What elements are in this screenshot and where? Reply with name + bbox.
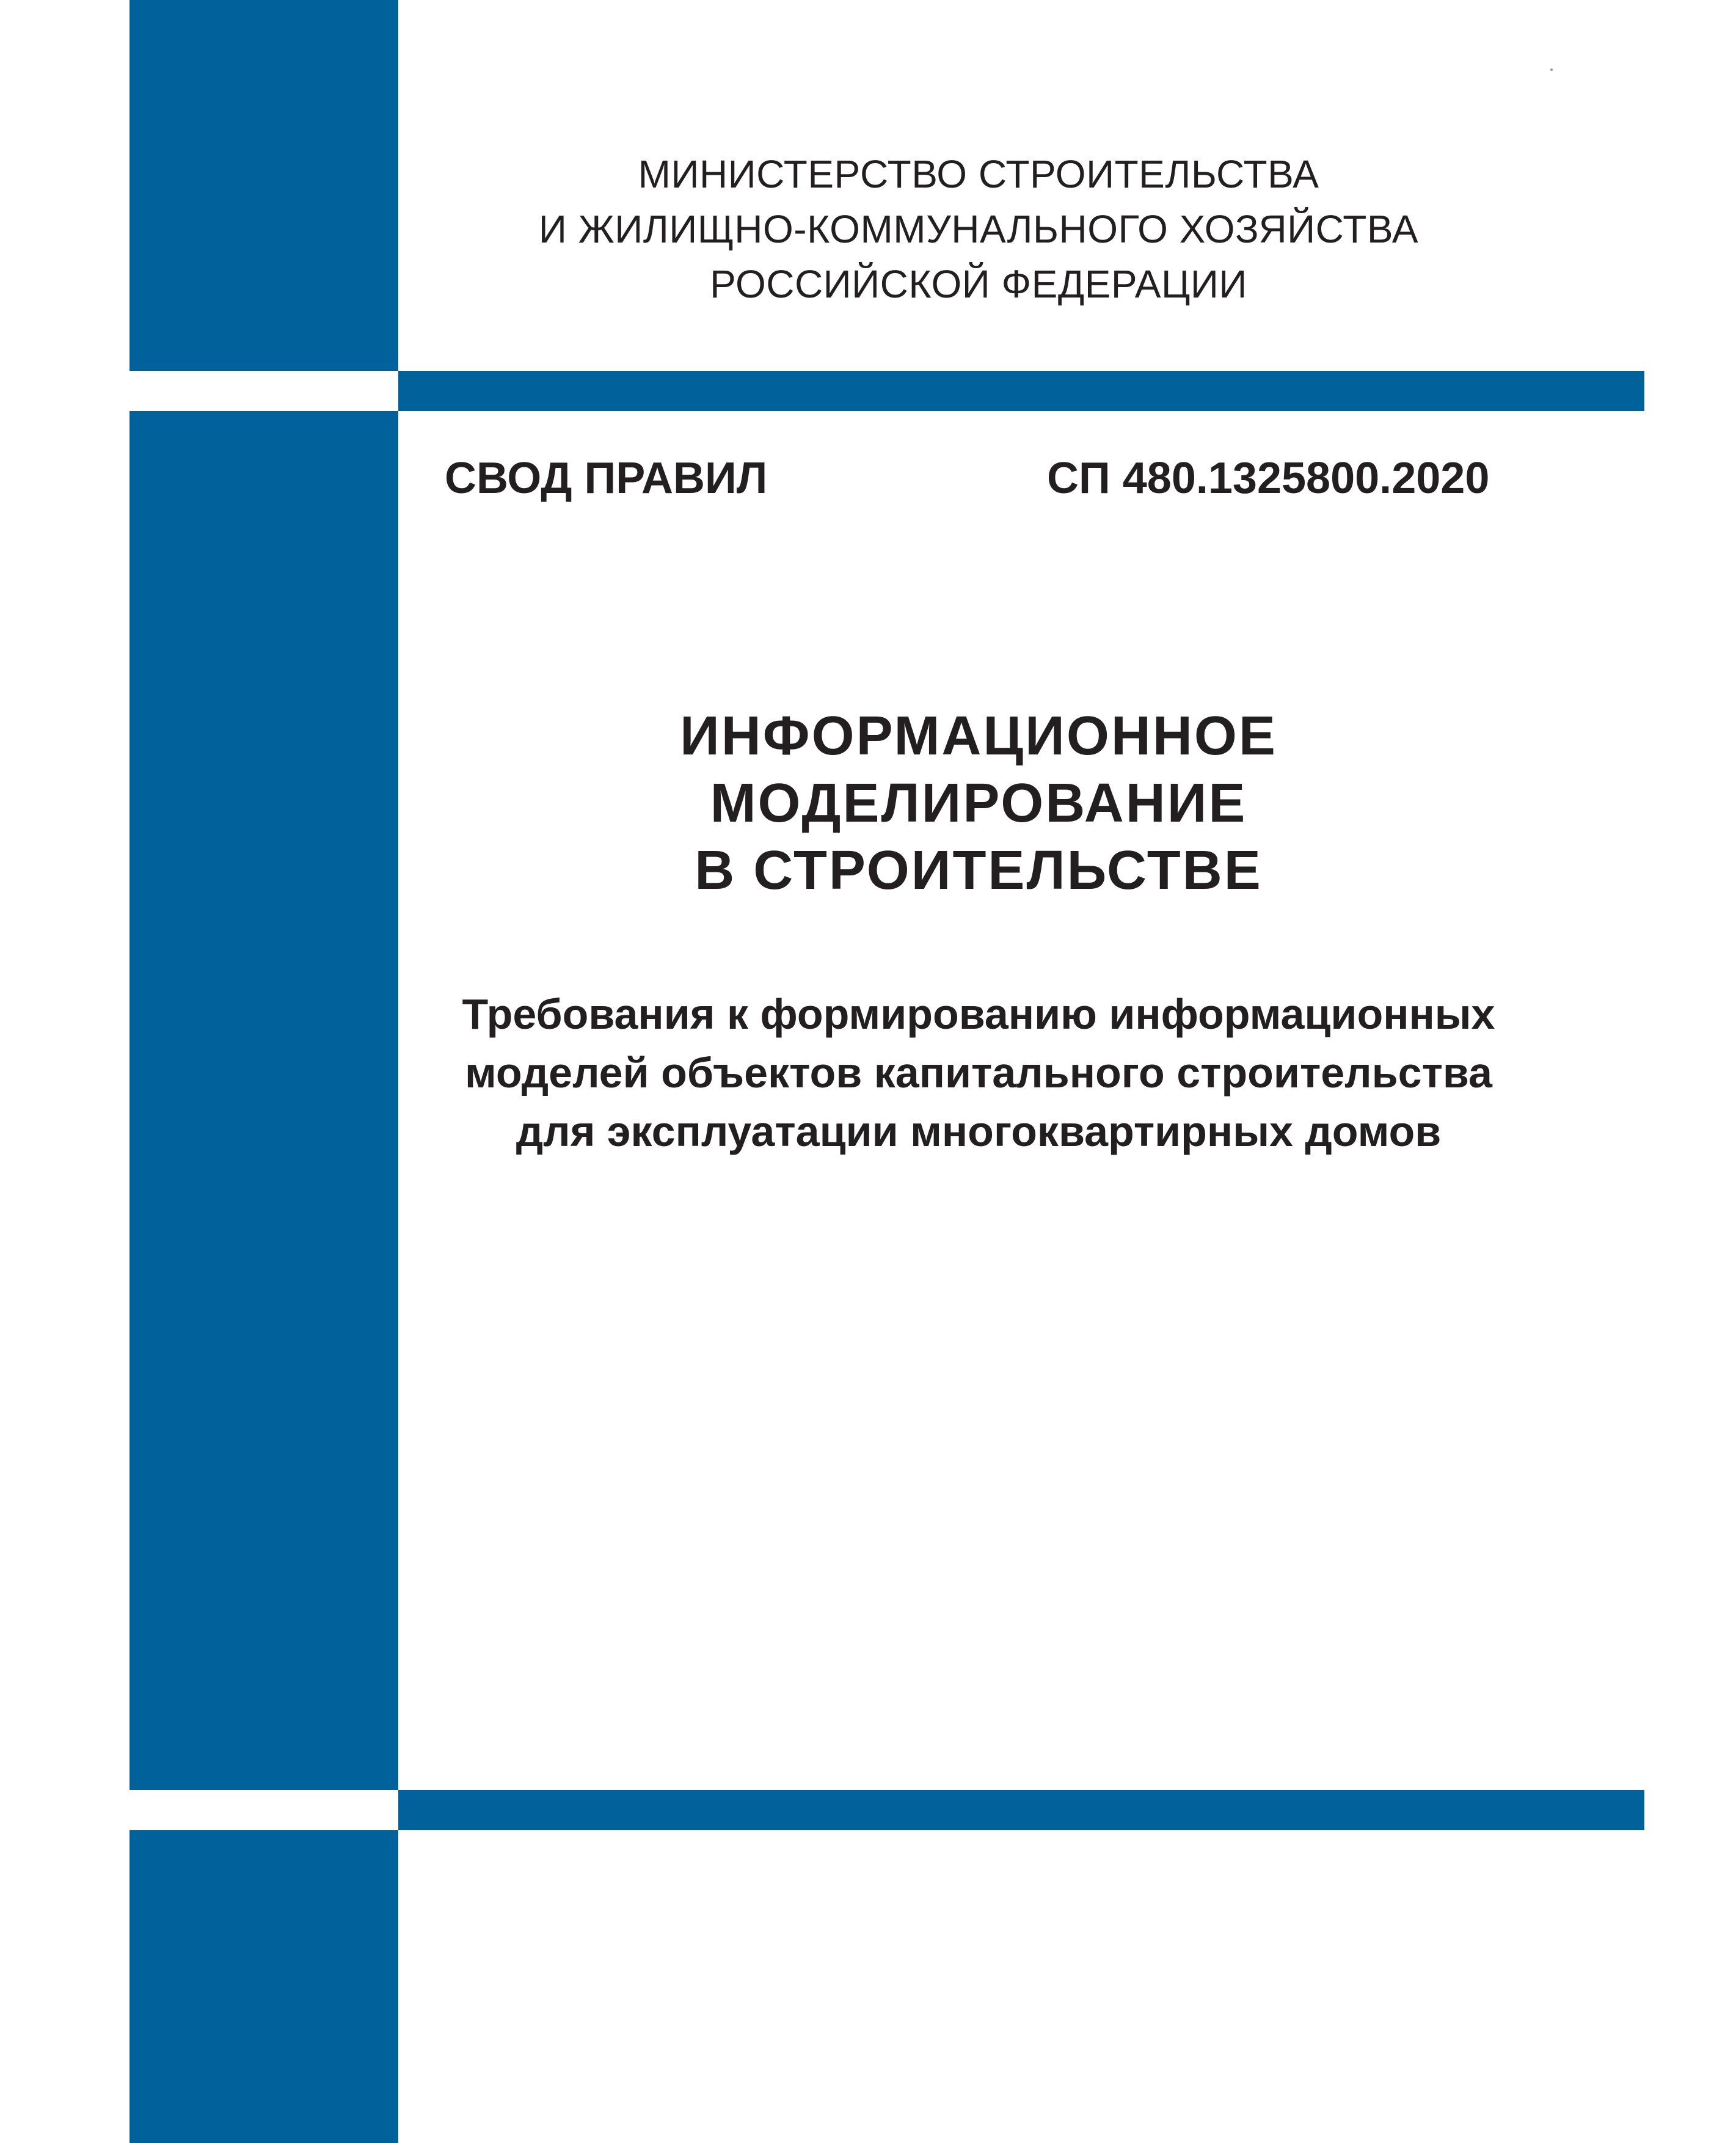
ministry-line: РОССИЙСКОЙ ФЕДЕРАЦИИ [710, 262, 1247, 306]
cover-column-top [129, 0, 398, 371]
cover-column-middle [129, 411, 398, 1790]
document-type-label: СВОД ПРАВИЛ [445, 454, 768, 503]
subtitle-line: моделей объектов капитального строительства [465, 1049, 1492, 1097]
subtitle-line: Требования к формированию информационных [462, 990, 1495, 1038]
document-code: СП 480.1325800.2020 [1047, 454, 1490, 503]
ministry-line: И ЖИЛИЩНО-КОММУНАЛЬНОГО ХОЗЯЙСТВА [538, 207, 1419, 251]
title-line: ИНФОРМАЦИОННОЕ [680, 706, 1277, 767]
subtitle-line: для эксплуатации многоквартирных домов [516, 1108, 1442, 1155]
print-speck [1550, 68, 1553, 71]
title-line: В СТРОИТЕЛЬСТВЕ [695, 840, 1263, 901]
cover-band-bottom [398, 1790, 1644, 1830]
cover-band-top [398, 371, 1644, 411]
ministry-line: МИНИСТЕРСТВО СТРОИТЕЛЬСТВА [638, 152, 1319, 196]
cover-column-bottom [129, 1830, 398, 2143]
document-title [398, 703, 1559, 904]
ministry-heading [398, 147, 1559, 312]
title-line: МОДЕЛИРОВАНИЕ [710, 773, 1247, 834]
document-subtitle [398, 985, 1559, 1161]
